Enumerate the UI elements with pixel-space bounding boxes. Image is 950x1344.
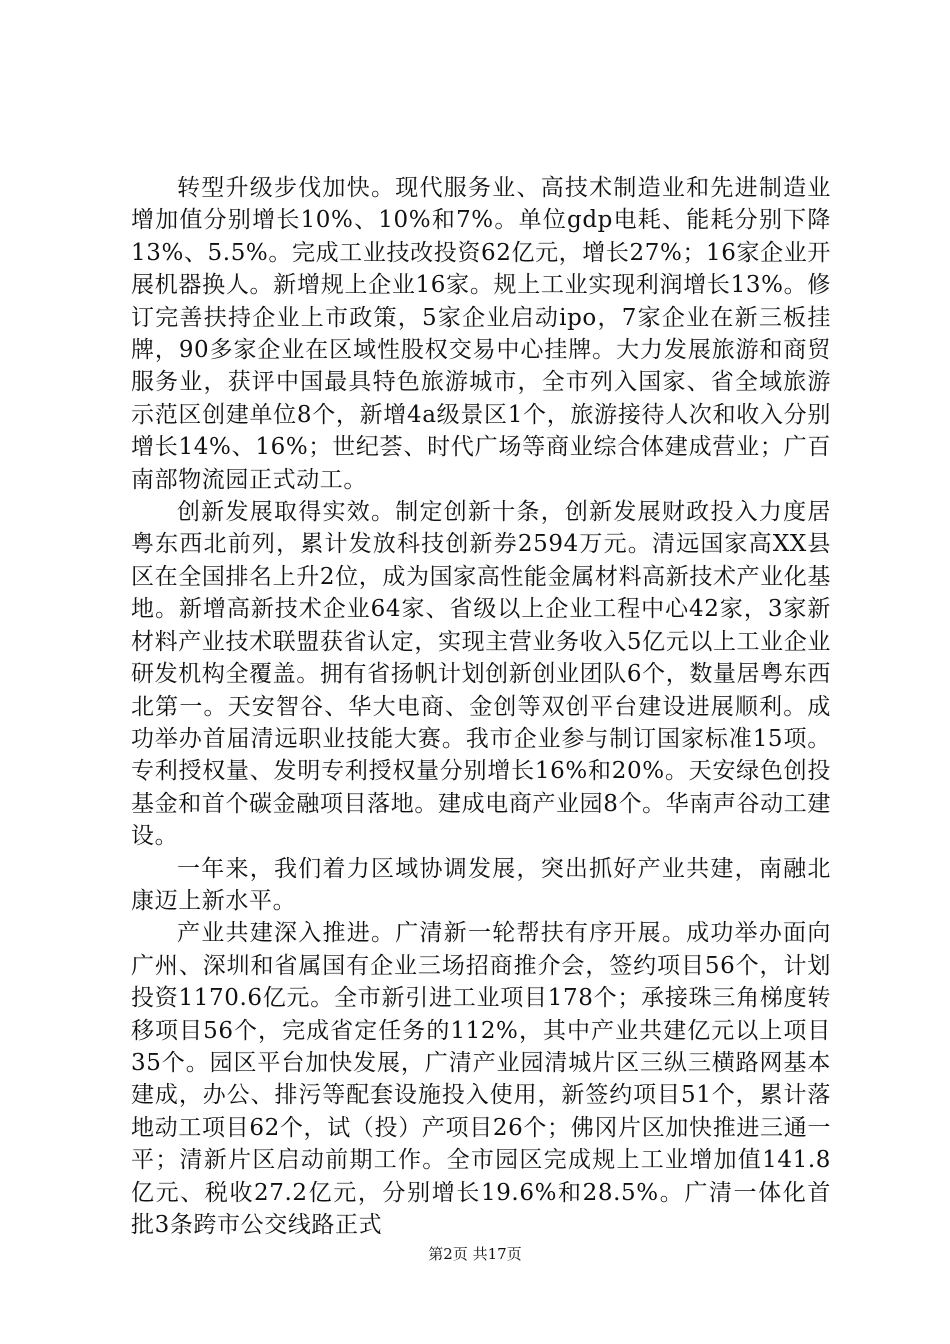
document-body [131,172,831,1241]
paragraph-innovation-development: 创新发展取得实效。制定创新十条，创新发展财政投入力度居粤东西北前列，累计发放科技创新券2594万元。清远国家高XX县区在全国排名上升2位，成为国家高性能金属材料高新技术产业化基地。新增高新技术企业64家、省级以上企业工程中心42家，3家新材料产业技术联盟获省认定，实现主营业务收入5亿元以上工业企业研发机构全覆盖。拥有省扬帆计划创新创业团队6个，数量居粤东西北第一。天安智谷、华大电商、金创等双创平台建设进展顺利。成功举办首届清远职业技能大赛。我市企业参与制订国家标准15项。专利授权量、发明专利授权量分别增长16%和20%。天安绿色创投基金和首个碳金融项目落地。建成电商产业园8个。华南声谷动工建设。 [131,499,831,850]
paragraph-regional-coordination: 一年来，我们着力区域协调发展，突出抓好产业共建，南融北康迈上新水平。 [131,855,831,914]
paragraph-industry-co-construction: 产业共建深入推进。广清新一轮帮扶有序开展。成功举办面向广州、深圳和省属国有企业三场招商推介会，签约项目56个，计划投资1170.6亿元。全市新引进工业项目178个；承接珠三角梯度转移项目56个，完成省定任务的112%，其中产业共建亿元以上项目35个。园区平台加快发展，广清产业园清城片区三纵三横路网基本建成，办公、排污等配套设施投入使用，新签约项目51个，累计落地动工项目62个，试（投）产项目26个；佛冈片区加快推进三通一平；清新片区启动前期工作。全市园区完成规上工业增加值141.8亿元、税收27.2亿元，分别增长19.6%和28.5%。广清一体化首批3条跨市公交线路正式 [131,920,831,1238]
page-number-footer: 第2页 共17页 [428,1245,522,1263]
paragraph-transformation-upgrade: 转型升级步伐加快。现代服务业、高技术制造业和先进制造业增加值分别增长10%、10%和7%。单位gdp电耗、能耗分别下降13%、5.5%。完成工业技改投资62亿元，增长27%；16家企业开展机器换人。新增规上企业16家。规上工业实现利润增长13%。修订完善扶持企业上市政策，5家企业启动ipo，7家企业在新三板挂牌，90多家企业在区域性股权交易中心挂牌。大力发展旅游和商贸服务业，获评中国最具特色旅游城市，全市列入国家、省全域旅游示范区创建单位8个，新增4a级景区1个，旅游接待人次和收入分别增长14%、16%；世纪荟、时代广场等商业综合体建成营业；广百南部物流园正式动工。 [131,175,831,493]
